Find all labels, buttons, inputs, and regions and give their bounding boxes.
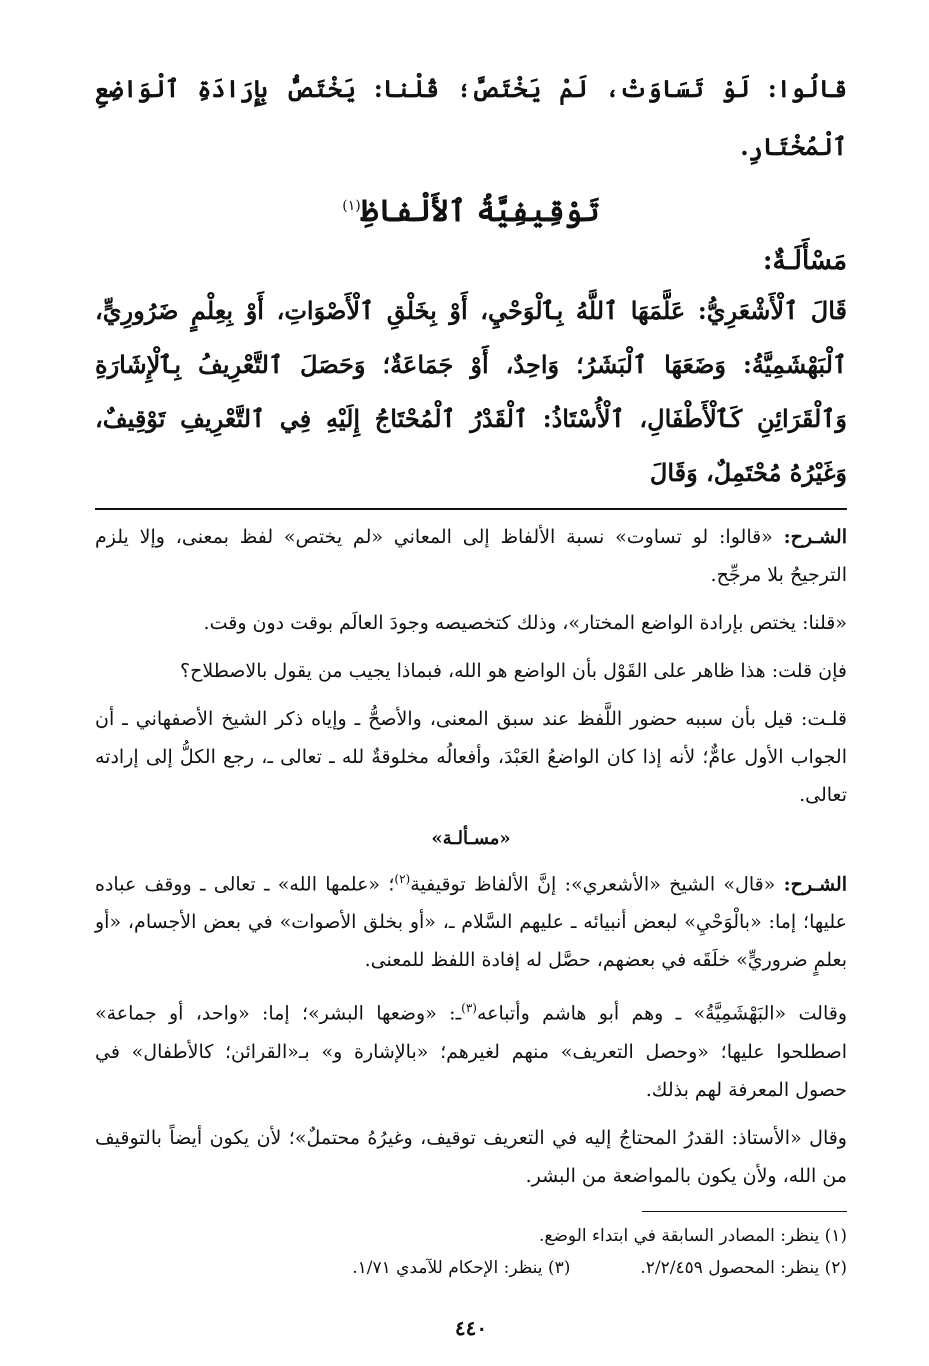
top-paragraph: قالُوا: لَوْ تَسَاوَتْ، لَمْ يَخْتَصَّ؛ قُلْنا: يَخْتَصُّ بِإِرَادَةِ ٱلْوَاضِعِ ٱلْمُخْتَارِ. <box>95 74 847 161</box>
masala-title: مَسْأَلَـةٌ: <box>762 246 847 276</box>
sharh2-text-2b: ـ: «وضعها البشر»؛ إما: «واحد، أو جماعة» اصطلحوا عليها؛ «وحصل التعريف» منهم لغيرهم؛ «بالإشارة و» بـ«القرائن؛ كالأطفال» في حصول المعرفة لهم بذلك. <box>95 1002 847 1101</box>
sharh-paragraph-1 <box>95 518 847 594</box>
matn-divider <box>95 508 847 510</box>
footnote-ref-3: (٣) <box>461 1001 477 1016</box>
footnote-row <box>95 1252 847 1284</box>
sharh-paragraph-2: «قلنا: يختص بإرادة الواضع المختار»، وذلك كتخصيصه وجودَ العالَم بوقت دون وقت. <box>203 612 847 634</box>
sharh-paragraph-4: قلـت: قيل بأن سببه حضور اللَّفظ عند سبق المعنى، والأصحُّ ـ وإياه ذكر الشيخ الأصفهاني ـ أن الجواب الأول عامٌّ؛ لأنه إذا كان الواضعُ العَبْدَ، وأفعالُه مخلوقةٌ لله ـ تعالى ـ، رجع الكلُّ إلى إرادته تعالى. <box>95 708 847 806</box>
page <box>95 60 847 1340</box>
matn-paragraph: قَالَ ٱلْأَشْعَرِيُّ: عَلَّمَهَا ٱللَّهُ بِٱلْوَحْيِ، أَوْ بِخَلْقِ ٱلْأَصْوَاتِ، أَوْ بِعِلْمٍ ضَرُورِيٍّ، ٱلْبَهْشَمِيَّةُ: وَضَعَهَا ٱلْبَشَرُ؛ وَاحِدٌ، أَوْ جَمَاعَةٌ؛ وَحَصَلَ ٱلتَّعْرِيفُ بِٱلْإِشَارَةِ وَٱلْقَرَائِنِ كَٱلْأَطْفَالِ، ٱلْأُسْتَاذُ: ٱلْقَدْرُ ٱلْمُحْتَاجُ إِلَيْهِ فِي ٱلتَّعْرِيفِ تَوْقِيفٌ، وَغَيْرُهُ مُحْتَمِلٌ، وَقَالَ <box>95 296 847 487</box>
sharh-text-1: «قالوا: لو تساوت» نسبة الألفاظ إلى المعاني «لم يختص» لفظ بمعنى، وإلا يلزم الترجيحُ بلا مرجِّح. <box>95 526 847 586</box>
footnotes <box>95 1220 847 1284</box>
footnote-3: (٣) ينظر: الإحكام للآمدي ١/٧١. <box>352 1257 571 1278</box>
sharh-label: الشـرح: <box>783 526 847 548</box>
masala-center-title: «مسـألـة» <box>431 828 511 849</box>
sharh2-text-2a: وقالت «البَهْشَمِيَّةُ» ـ وهم أبو هاشم وأتباعه <box>476 1002 847 1025</box>
sharh-paragraph-3: فإن قلت: هذا ظاهر على القَوْل بأن الواضع هو الله، فبماذا يجيب من يقول بالاصطلاح؟ <box>180 660 847 682</box>
sharh2-label: الشـرح: <box>783 873 847 896</box>
sharh2-paragraph-3: وقال «الأستاذ: القدرُ المحتاجُ إليه في التعريف توقيف، وغيرُهُ محتملٌ»؛ لأن يكون أيضاً بالتوقيف من الله، ولأن يكون بالمواضعة من البشر. <box>95 1126 847 1187</box>
sharh2-paragraph-2 <box>95 989 847 1108</box>
section-heading-title: تَوْقِيفِيَّةُ ٱلأَلْفاظِ <box>360 194 600 229</box>
footnote-1: (١) ينظر: المصادر السابقة في ابتداء الوضع. <box>539 1225 847 1246</box>
sharh2-text-1b: ؛ «علمها الله» ـ تعالى ـ ووقف عباده عليها؛ إما: «بالْوَحْيِ» لبعض أنبيائه ـ عليهم السَّلام ـ، «أو بخلق الأصوات» في بعض الأجسام، «أو بعلمٍ ضروريٍّ» خلَقَه في بعضهم، حصَّل له إفادة اللفظ للمعنى. <box>95 873 847 972</box>
heading-footnote-ref: (١) <box>342 198 361 214</box>
footnote-2: (٢) ينظر: المحصول ٢/٢/٤٥٩. <box>640 1257 847 1278</box>
sharh2-paragraph-1 <box>95 860 847 979</box>
footnote-ref-2: (٢) <box>394 872 411 886</box>
footnote-divider <box>642 1211 847 1212</box>
sharh2-text-1a: «قال» الشيخ «الأشعري»: إنَّ الألفاظ توقيفية <box>410 873 776 896</box>
section-heading <box>95 180 847 238</box>
page-number: ٤٤٠ <box>454 1316 488 1340</box>
